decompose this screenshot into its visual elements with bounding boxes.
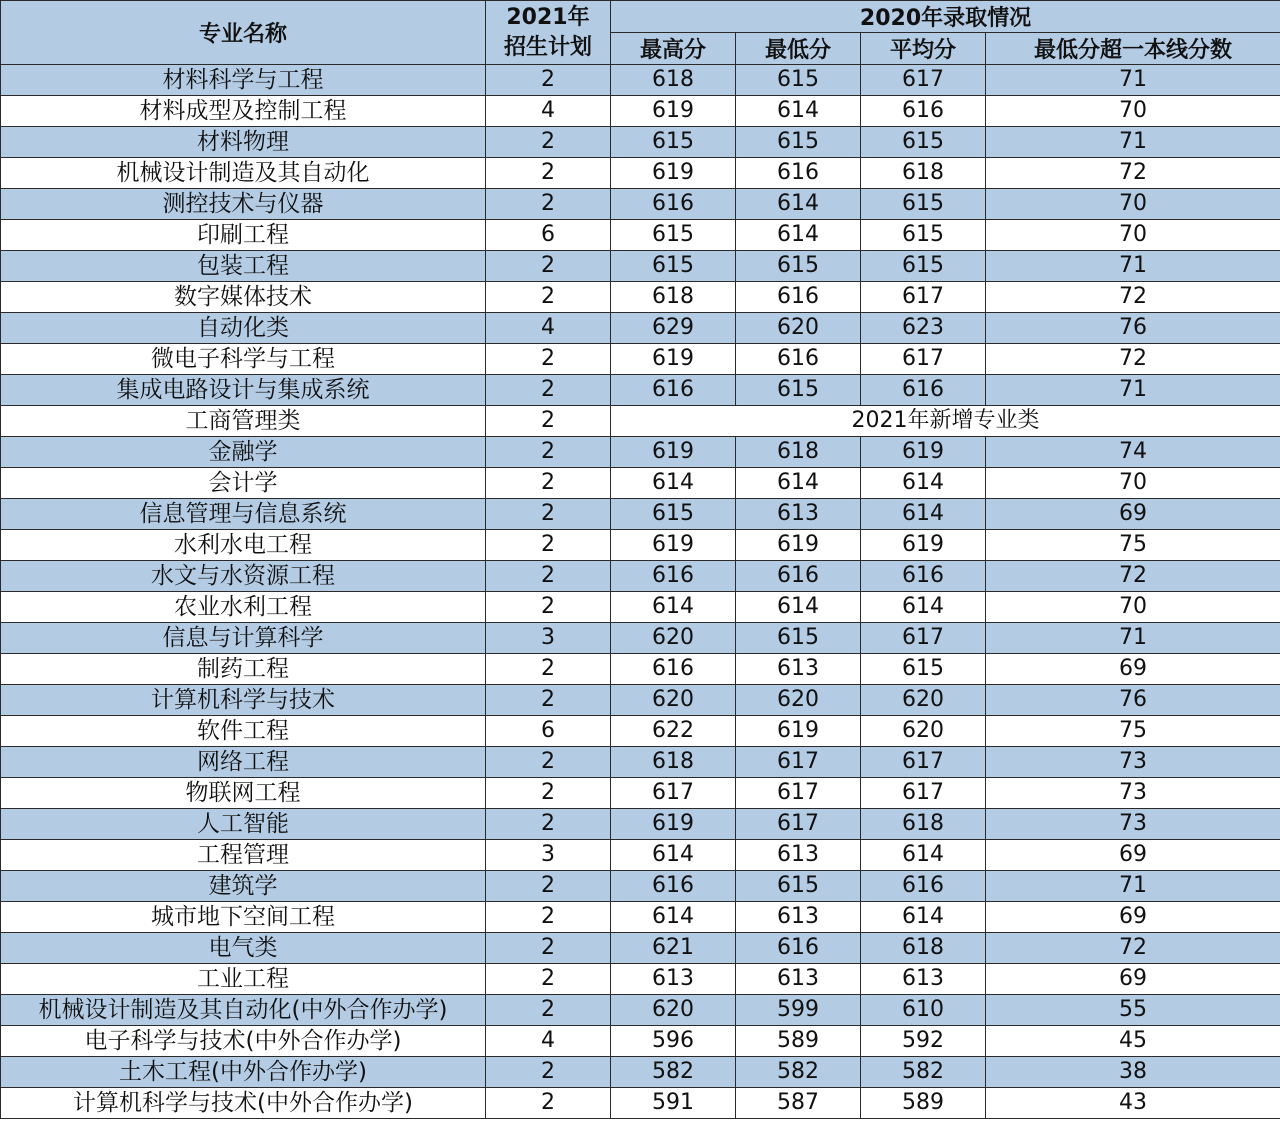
cell-plan: 2 bbox=[486, 871, 611, 902]
cell-plan: 2 bbox=[486, 158, 611, 189]
table-row bbox=[1, 964, 1280, 995]
cell-min-score: 615 bbox=[736, 375, 861, 406]
cell-over-line: 73 bbox=[986, 778, 1280, 809]
cell-over-line: 45 bbox=[986, 1026, 1280, 1057]
header-avg-score: 平均分 bbox=[861, 33, 986, 65]
table-row bbox=[1, 1088, 1280, 1119]
table-row bbox=[1, 623, 1280, 654]
cell-plan: 2 bbox=[486, 561, 611, 592]
table-row bbox=[1, 65, 1280, 96]
cell-max-score: 613 bbox=[611, 964, 736, 995]
cell-over-line: 70 bbox=[986, 468, 1280, 499]
cell-over-line: 69 bbox=[986, 964, 1280, 995]
cell-min-score: 616 bbox=[736, 561, 861, 592]
table-row bbox=[1, 189, 1280, 220]
cell-avg-score: 610 bbox=[861, 995, 986, 1026]
cell-min-score: 617 bbox=[736, 747, 861, 778]
cell-plan: 2 bbox=[486, 1057, 611, 1088]
cell-plan: 2 bbox=[486, 499, 611, 530]
cell-over-line: 74 bbox=[986, 437, 1280, 468]
cell-plan: 2 bbox=[486, 344, 611, 375]
cell-over-line: 72 bbox=[986, 282, 1280, 313]
cell-plan: 2 bbox=[486, 530, 611, 561]
table-row bbox=[1, 313, 1280, 344]
table-row bbox=[1, 375, 1280, 406]
cell-max-score: 618 bbox=[611, 747, 736, 778]
cell-plan: 2 bbox=[486, 964, 611, 995]
cell-major-name: 土木工程(中外合作办学) bbox=[1, 1057, 486, 1088]
cell-major-name: 测控技术与仪器 bbox=[1, 189, 486, 220]
cell-max-score: 619 bbox=[611, 344, 736, 375]
table-body bbox=[1, 65, 1280, 1119]
cell-major-name: 工商管理类 bbox=[1, 406, 486, 437]
cell-major-name: 自动化类 bbox=[1, 313, 486, 344]
cell-avg-score: 615 bbox=[861, 189, 986, 220]
cell-new-category-note: 2021年新增专业类 bbox=[611, 406, 1280, 437]
cell-max-score: 616 bbox=[611, 654, 736, 685]
cell-avg-score: 592 bbox=[861, 1026, 986, 1057]
table-row bbox=[1, 716, 1280, 747]
cell-plan: 2 bbox=[486, 406, 611, 437]
cell-major-name: 计算机科学与技术(中外合作办学) bbox=[1, 1088, 486, 1119]
table-row bbox=[1, 251, 1280, 282]
table-row bbox=[1, 344, 1280, 375]
cell-major-name: 软件工程 bbox=[1, 716, 486, 747]
table-row bbox=[1, 96, 1280, 127]
table-row bbox=[1, 406, 1280, 437]
cell-plan: 2 bbox=[486, 747, 611, 778]
header-plan-year: 2021年 bbox=[506, 4, 590, 30]
cell-max-score: 617 bbox=[611, 778, 736, 809]
table-row bbox=[1, 809, 1280, 840]
cell-min-score: 614 bbox=[736, 96, 861, 127]
cell-max-score: 619 bbox=[611, 96, 736, 127]
cell-min-score: 599 bbox=[736, 995, 861, 1026]
cell-plan: 6 bbox=[486, 220, 611, 251]
cell-major-name: 电子科学与技术(中外合作办学) bbox=[1, 1026, 486, 1057]
cell-max-score: 615 bbox=[611, 251, 736, 282]
cell-plan: 2 bbox=[486, 251, 611, 282]
cell-max-score: 618 bbox=[611, 282, 736, 313]
cell-avg-score: 616 bbox=[861, 375, 986, 406]
cell-plan: 2 bbox=[486, 468, 611, 499]
cell-plan: 2 bbox=[486, 933, 611, 964]
table-row bbox=[1, 220, 1280, 251]
cell-avg-score: 614 bbox=[861, 902, 986, 933]
table-row bbox=[1, 561, 1280, 592]
cell-min-score: 620 bbox=[736, 685, 861, 716]
cell-avg-score: 617 bbox=[861, 282, 986, 313]
cell-over-line: 70 bbox=[986, 189, 1280, 220]
table-row bbox=[1, 592, 1280, 623]
cell-plan: 2 bbox=[486, 654, 611, 685]
cell-max-score: 621 bbox=[611, 933, 736, 964]
cell-min-score: 613 bbox=[736, 499, 861, 530]
cell-max-score: 615 bbox=[611, 499, 736, 530]
cell-min-score: 614 bbox=[736, 220, 861, 251]
cell-max-score: 615 bbox=[611, 127, 736, 158]
cell-max-score: 614 bbox=[611, 840, 736, 871]
cell-min-score: 615 bbox=[736, 65, 861, 96]
cell-over-line: 73 bbox=[986, 809, 1280, 840]
cell-max-score: 616 bbox=[611, 871, 736, 902]
cell-avg-score: 619 bbox=[861, 437, 986, 468]
cell-max-score: 616 bbox=[611, 375, 736, 406]
table-header bbox=[1, 1, 1280, 65]
cell-plan: 2 bbox=[486, 65, 611, 96]
cell-avg-score: 582 bbox=[861, 1057, 986, 1088]
cell-max-score: 618 bbox=[611, 65, 736, 96]
cell-min-score: 613 bbox=[736, 964, 861, 995]
cell-major-name: 集成电路设计与集成系统 bbox=[1, 375, 486, 406]
cell-avg-score: 614 bbox=[861, 499, 986, 530]
cell-major-name: 工业工程 bbox=[1, 964, 486, 995]
cell-avg-score: 615 bbox=[861, 251, 986, 282]
header-over-line: 最低分超一本线分数 bbox=[986, 33, 1280, 65]
cell-over-line: 75 bbox=[986, 716, 1280, 747]
cell-max-score: 614 bbox=[611, 592, 736, 623]
cell-major-name: 印刷工程 bbox=[1, 220, 486, 251]
header-min-score: 最低分 bbox=[736, 33, 861, 65]
table-row bbox=[1, 778, 1280, 809]
cell-min-score: 615 bbox=[736, 127, 861, 158]
cell-over-line: 72 bbox=[986, 158, 1280, 189]
cell-max-score: 616 bbox=[611, 189, 736, 220]
cell-avg-score: 620 bbox=[861, 716, 986, 747]
cell-over-line: 69 bbox=[986, 654, 1280, 685]
cell-max-score: 620 bbox=[611, 995, 736, 1026]
cell-major-name: 水文与水资源工程 bbox=[1, 561, 486, 592]
cell-major-name: 物联网工程 bbox=[1, 778, 486, 809]
cell-min-score: 616 bbox=[736, 344, 861, 375]
cell-min-score: 616 bbox=[736, 158, 861, 189]
cell-plan: 2 bbox=[486, 437, 611, 468]
cell-avg-score: 617 bbox=[861, 623, 986, 654]
table-row bbox=[1, 871, 1280, 902]
table-row bbox=[1, 127, 1280, 158]
table-row bbox=[1, 654, 1280, 685]
cell-avg-score: 614 bbox=[861, 468, 986, 499]
cell-min-score: 614 bbox=[736, 189, 861, 220]
header-plan-label: 招生计划 bbox=[503, 34, 592, 60]
cell-max-score: 620 bbox=[611, 623, 736, 654]
cell-max-score: 619 bbox=[611, 530, 736, 561]
cell-avg-score: 616 bbox=[861, 96, 986, 127]
cell-avg-score: 615 bbox=[861, 220, 986, 251]
cell-over-line: 72 bbox=[986, 933, 1280, 964]
cell-over-line: 71 bbox=[986, 251, 1280, 282]
cell-major-name: 机械设计制造及其自动化 bbox=[1, 158, 486, 189]
cell-avg-score: 614 bbox=[861, 592, 986, 623]
cell-min-score: 615 bbox=[736, 871, 861, 902]
cell-min-score: 616 bbox=[736, 933, 861, 964]
cell-major-name: 微电子科学与工程 bbox=[1, 344, 486, 375]
cell-min-score: 617 bbox=[736, 778, 861, 809]
cell-avg-score: 589 bbox=[861, 1088, 986, 1119]
cell-max-score: 614 bbox=[611, 902, 736, 933]
cell-major-name: 电气类 bbox=[1, 933, 486, 964]
cell-max-score: 619 bbox=[611, 437, 736, 468]
header-major-name: 专业名称 bbox=[1, 1, 486, 65]
header-max-score: 最高分 bbox=[611, 33, 736, 65]
cell-min-score: 613 bbox=[736, 840, 861, 871]
cell-max-score: 622 bbox=[611, 716, 736, 747]
cell-plan: 3 bbox=[486, 840, 611, 871]
cell-max-score: 619 bbox=[611, 158, 736, 189]
cell-major-name: 网络工程 bbox=[1, 747, 486, 778]
cell-over-line: 71 bbox=[986, 65, 1280, 96]
cell-plan: 2 bbox=[486, 995, 611, 1026]
cell-min-score: 582 bbox=[736, 1057, 861, 1088]
cell-major-name: 材料成型及控制工程 bbox=[1, 96, 486, 127]
cell-avg-score: 613 bbox=[861, 964, 986, 995]
cell-min-score: 619 bbox=[736, 530, 861, 561]
cell-major-name: 人工智能 bbox=[1, 809, 486, 840]
cell-plan: 2 bbox=[486, 1088, 611, 1119]
table-row bbox=[1, 437, 1280, 468]
cell-plan: 2 bbox=[486, 592, 611, 623]
cell-max-score: 629 bbox=[611, 313, 736, 344]
cell-min-score: 616 bbox=[736, 282, 861, 313]
cell-avg-score: 614 bbox=[861, 840, 986, 871]
cell-avg-score: 620 bbox=[861, 685, 986, 716]
cell-plan: 2 bbox=[486, 189, 611, 220]
cell-min-score: 613 bbox=[736, 654, 861, 685]
cell-min-score: 614 bbox=[736, 592, 861, 623]
cell-major-name: 工程管理 bbox=[1, 840, 486, 871]
table-row bbox=[1, 499, 1280, 530]
cell-max-score: 614 bbox=[611, 468, 736, 499]
cell-over-line: 70 bbox=[986, 220, 1280, 251]
cell-over-line: 76 bbox=[986, 685, 1280, 716]
cell-max-score: 615 bbox=[611, 220, 736, 251]
cell-over-line: 71 bbox=[986, 127, 1280, 158]
cell-major-name: 数字媒体技术 bbox=[1, 282, 486, 313]
cell-major-name: 制药工程 bbox=[1, 654, 486, 685]
cell-major-name: 信息管理与信息系统 bbox=[1, 499, 486, 530]
cell-over-line: 43 bbox=[986, 1088, 1280, 1119]
header-2020-group: 2020年录取情况 bbox=[611, 1, 1280, 33]
cell-max-score: 620 bbox=[611, 685, 736, 716]
table-row bbox=[1, 468, 1280, 499]
cell-over-line: 71 bbox=[986, 623, 1280, 654]
cell-plan: 4 bbox=[486, 1026, 611, 1057]
cell-avg-score: 617 bbox=[861, 778, 986, 809]
cell-min-score: 587 bbox=[736, 1088, 861, 1119]
cell-plan: 2 bbox=[486, 127, 611, 158]
cell-avg-score: 615 bbox=[861, 127, 986, 158]
cell-min-score: 620 bbox=[736, 313, 861, 344]
cell-max-score: 596 bbox=[611, 1026, 736, 1057]
table-row bbox=[1, 902, 1280, 933]
cell-avg-score: 623 bbox=[861, 313, 986, 344]
cell-major-name: 材料科学与工程 bbox=[1, 65, 486, 96]
cell-major-name: 金融学 bbox=[1, 437, 486, 468]
cell-min-score: 615 bbox=[736, 623, 861, 654]
table-row bbox=[1, 282, 1280, 313]
cell-over-line: 70 bbox=[986, 96, 1280, 127]
cell-avg-score: 617 bbox=[861, 747, 986, 778]
cell-over-line: 38 bbox=[986, 1057, 1280, 1088]
cell-major-name: 包装工程 bbox=[1, 251, 486, 282]
table-row bbox=[1, 530, 1280, 561]
cell-over-line: 71 bbox=[986, 375, 1280, 406]
cell-plan: 6 bbox=[486, 716, 611, 747]
cell-plan: 2 bbox=[486, 282, 611, 313]
cell-over-line: 69 bbox=[986, 840, 1280, 871]
cell-avg-score: 617 bbox=[861, 65, 986, 96]
cell-over-line: 55 bbox=[986, 995, 1280, 1026]
cell-plan: 3 bbox=[486, 623, 611, 654]
table-row bbox=[1, 840, 1280, 871]
cell-major-name: 城市地下空间工程 bbox=[1, 902, 486, 933]
table-row bbox=[1, 1057, 1280, 1088]
cell-plan: 2 bbox=[486, 902, 611, 933]
cell-max-score: 582 bbox=[611, 1057, 736, 1088]
cell-max-score: 619 bbox=[611, 809, 736, 840]
table-row bbox=[1, 685, 1280, 716]
cell-avg-score: 618 bbox=[861, 809, 986, 840]
cell-major-name: 计算机科学与技术 bbox=[1, 685, 486, 716]
cell-major-name: 建筑学 bbox=[1, 871, 486, 902]
cell-min-score: 589 bbox=[736, 1026, 861, 1057]
table-row bbox=[1, 995, 1280, 1026]
cell-max-score: 616 bbox=[611, 561, 736, 592]
cell-over-line: 72 bbox=[986, 344, 1280, 375]
cell-max-score: 591 bbox=[611, 1088, 736, 1119]
cell-over-line: 70 bbox=[986, 592, 1280, 623]
cell-plan: 2 bbox=[486, 778, 611, 809]
table-row bbox=[1, 747, 1280, 778]
cell-major-name: 材料物理 bbox=[1, 127, 486, 158]
cell-plan: 4 bbox=[486, 313, 611, 344]
cell-min-score: 618 bbox=[736, 437, 861, 468]
cell-avg-score: 618 bbox=[861, 158, 986, 189]
cell-min-score: 615 bbox=[736, 251, 861, 282]
cell-over-line: 73 bbox=[986, 747, 1280, 778]
cell-over-line: 71 bbox=[986, 871, 1280, 902]
cell-avg-score: 615 bbox=[861, 654, 986, 685]
cell-avg-score: 619 bbox=[861, 530, 986, 561]
cell-min-score: 614 bbox=[736, 468, 861, 499]
cell-major-name: 水利水电工程 bbox=[1, 530, 486, 561]
cell-min-score: 613 bbox=[736, 902, 861, 933]
cell-min-score: 619 bbox=[736, 716, 861, 747]
cell-major-name: 农业水利工程 bbox=[1, 592, 486, 623]
cell-min-score: 617 bbox=[736, 809, 861, 840]
cell-avg-score: 617 bbox=[861, 344, 986, 375]
cell-avg-score: 618 bbox=[861, 933, 986, 964]
header-plan bbox=[486, 1, 611, 65]
cell-plan: 2 bbox=[486, 375, 611, 406]
table-row bbox=[1, 933, 1280, 964]
cell-over-line: 69 bbox=[986, 902, 1280, 933]
table-row bbox=[1, 1026, 1280, 1057]
cell-major-name: 信息与计算科学 bbox=[1, 623, 486, 654]
cell-avg-score: 616 bbox=[861, 871, 986, 902]
cell-major-name: 机械设计制造及其自动化(中外合作办学) bbox=[1, 995, 486, 1026]
cell-avg-score: 616 bbox=[861, 561, 986, 592]
table-row bbox=[1, 158, 1280, 189]
cell-over-line: 72 bbox=[986, 561, 1280, 592]
cell-plan: 4 bbox=[486, 96, 611, 127]
cell-major-name: 会计学 bbox=[1, 468, 486, 499]
cell-over-line: 75 bbox=[986, 530, 1280, 561]
cell-plan: 2 bbox=[486, 809, 611, 840]
cell-over-line: 69 bbox=[986, 499, 1280, 530]
cell-plan: 2 bbox=[486, 685, 611, 716]
cell-over-line: 76 bbox=[986, 313, 1280, 344]
